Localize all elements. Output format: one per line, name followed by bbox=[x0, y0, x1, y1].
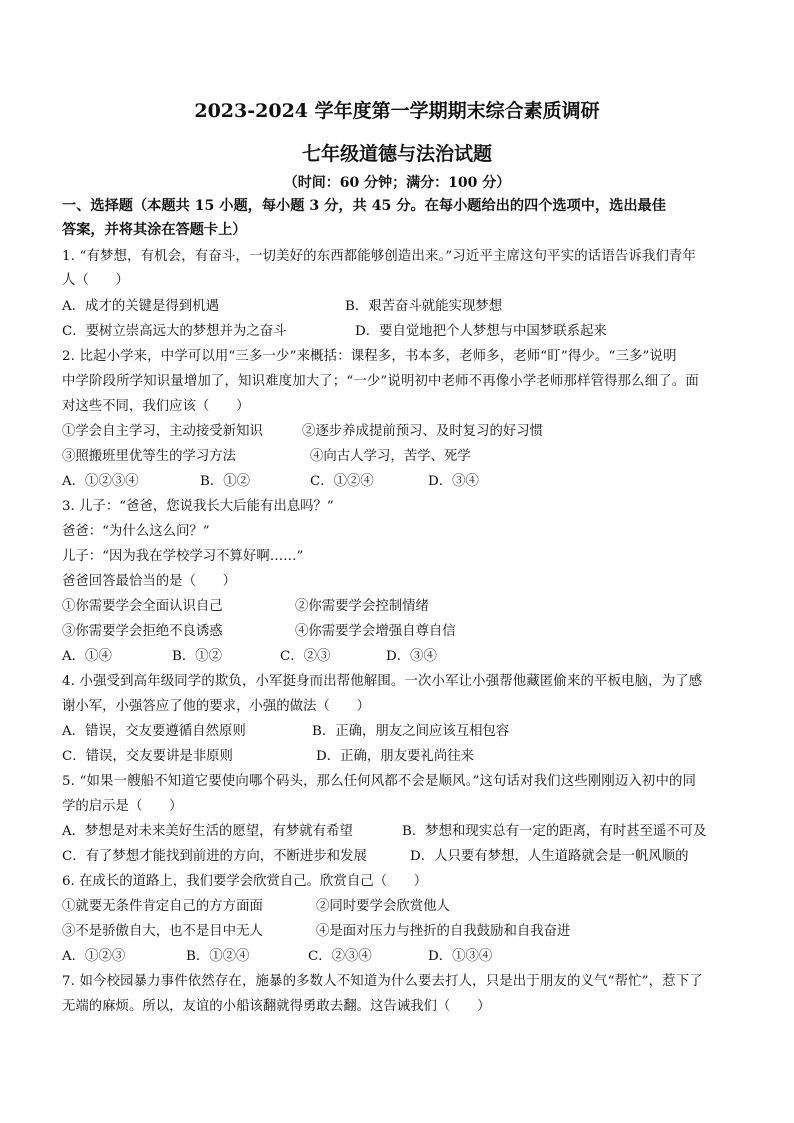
q5-option-d: D．人只要有梦想，人生道路就会是一帆风顺的 bbox=[410, 849, 689, 864]
q6-statement-2: ②同时要学会欣赏他人 bbox=[316, 899, 450, 914]
q4-option-c: C．错误，交友要讲是非原则 bbox=[62, 749, 233, 764]
q4-option-b: B．正确，朋友之间应该互相包容 bbox=[312, 724, 510, 739]
q5-stem-line2: 学的启示是（ ） bbox=[62, 799, 183, 814]
q2-statement-2: ②逐步养成提前预习、及时复习的好习惯 bbox=[302, 424, 544, 439]
q3-line3: 儿子：“因为我在学校学习不算好啊……” bbox=[62, 549, 304, 564]
q2-statement-1: ①学会自主学习，主动接受新知识 bbox=[62, 424, 263, 439]
q1-option-b: B．艰苦奋斗就能实现梦想 bbox=[345, 299, 503, 314]
q5-option-a: A．梦想是对未来美好生活的愿望，有梦就有希望 bbox=[62, 824, 353, 839]
q3-statement-3: ③你需要学会拒绝不良诱惑 bbox=[62, 624, 223, 639]
q4-option-a: A．错误，交友要遵循自然原则 bbox=[62, 724, 246, 739]
q4-stem-line1: 4. 小强受到高年级同学的欺负，小军挺身而出帮他解围。一次小军让小强帮他藏匿偷来的平板电脑，为了感 bbox=[62, 674, 703, 689]
q2-statement-3: ③照搬班里优等生的学习方法 bbox=[62, 449, 237, 464]
q6-option-c: C．②③④ bbox=[308, 949, 372, 964]
q2-option-a: A．①②③④ bbox=[62, 474, 139, 489]
q2-stem-line2: 中学阶段所学知识量增加了，知识难度加大了；“一少”说明初中老师不再像小学老师那样管得那么细了。面 bbox=[62, 374, 699, 389]
q1-option-a: A．成才的关键是得到机遇 bbox=[62, 299, 219, 314]
exam-time-info: （时间：60 分钟；满分：100 分） bbox=[283, 175, 511, 191]
section-heading-line1: 一、选择题（本题共 15 小题，每小题 3 分，共 45 分。在每小题给出的四个选项中，选出最佳 bbox=[62, 198, 666, 214]
q4-option-d: D．正确，朋友要礼尚往来 bbox=[316, 749, 475, 764]
q2-statement-4: ④向古人学习，苦学、死学 bbox=[310, 449, 471, 464]
q3-statement-2: ②你需要学会控制情绪 bbox=[295, 599, 429, 614]
q1-stem-line1: 1. “有梦想，有机会，有奋斗，一切美好的东西都能够创造出来。”习近平主席这句平实的话语告诉我们青年 bbox=[62, 249, 697, 264]
q2-stem-line3: 对这些不同，我们应该（ ） bbox=[62, 399, 250, 414]
q1-option-c: C．要树立崇高远大的梦想并为之奋斗 bbox=[62, 324, 287, 339]
q6-stem-line1: 6. 在成长的道路上，我们要学会欣赏自己。欣赏自己（ ） bbox=[62, 874, 428, 889]
q2-stem-line1: 2. 比起小学来，中学可以用“三多一少”来概括：课程多，书本多，老师多，老师“盯”得少。“三多”说明 bbox=[62, 349, 677, 364]
q4-stem-line2: 谢小军，小强答应了他的要求，小强的做法（ ） bbox=[62, 699, 370, 714]
q2-option-d: D．③④ bbox=[428, 474, 479, 489]
q6-option-b: B．①②④ bbox=[186, 949, 250, 964]
q7-stem-line1: 7. 如今校园暴力事件依然存在，施暴的多数人不知道为什么要去打人，只是出于朋友的义气“帮忙”，惹下了 bbox=[62, 974, 703, 989]
q5-option-c: C．有了梦想才能找到前进的方向，不断进步和发展 bbox=[62, 849, 367, 864]
q5-stem-line1: 5. “如果一艘船不知道它要使向哪个码头，那么任何风都不会是顺风。”这句话对我们这些刚刚迈入初中的同 bbox=[62, 774, 697, 789]
q2-option-c: C．①②④ bbox=[310, 474, 374, 489]
q3-statement-4: ④你需要学会增强自尊自信 bbox=[295, 624, 456, 639]
q3-line2: 爸爸：“为什么这么问？” bbox=[62, 524, 210, 539]
q1-stem-line2: 人（ ） bbox=[62, 273, 129, 288]
q3-option-c: C．②③ bbox=[280, 649, 331, 664]
q6-statement-4: ④是面对压力与挫折的自我鼓励和自我奋进 bbox=[316, 924, 571, 939]
q3-line1: 3. 儿子：“爸爸，您说我长大后能有出息吗？” bbox=[62, 499, 334, 514]
q3-option-b: B．①② bbox=[172, 649, 223, 664]
q6-option-a: A．①②③ bbox=[62, 949, 126, 964]
q6-option-d: D．①③④ bbox=[428, 949, 493, 964]
q6-statement-3: ③不是骄傲自大，也不是目中无人 bbox=[62, 924, 263, 939]
exam-subject: 七年级道德与法治试题 bbox=[301, 143, 492, 165]
q3-line4: 爸爸回答最恰当的是（ ） bbox=[62, 574, 237, 589]
q1-option-d: D．要自觉地把个人梦想与中国梦联系起来 bbox=[355, 324, 607, 339]
q5-option-b: B．梦想和现实总有一定的距离，有时甚至遥不可及 bbox=[402, 824, 707, 839]
section-heading-line2: 答案，并将其涂在答题卡上） bbox=[62, 222, 247, 238]
q6-statement-1: ①就要无条件肯定自己的方方面面 bbox=[62, 899, 263, 914]
q7-stem-line2: 无端的麻烦。所以，友谊的小船该翻就得勇敢去翻。这告诫我们（ ） bbox=[62, 999, 491, 1014]
exam-title: 2023-2024 学年度第一学期期末综合素质调研 bbox=[194, 100, 600, 122]
q3-statement-1: ①你需要学会全面认识自己 bbox=[62, 599, 223, 614]
q3-option-d: D．③④ bbox=[386, 649, 437, 664]
q3-option-a: A．①④ bbox=[62, 649, 112, 664]
q2-option-b: B．①② bbox=[200, 474, 251, 489]
